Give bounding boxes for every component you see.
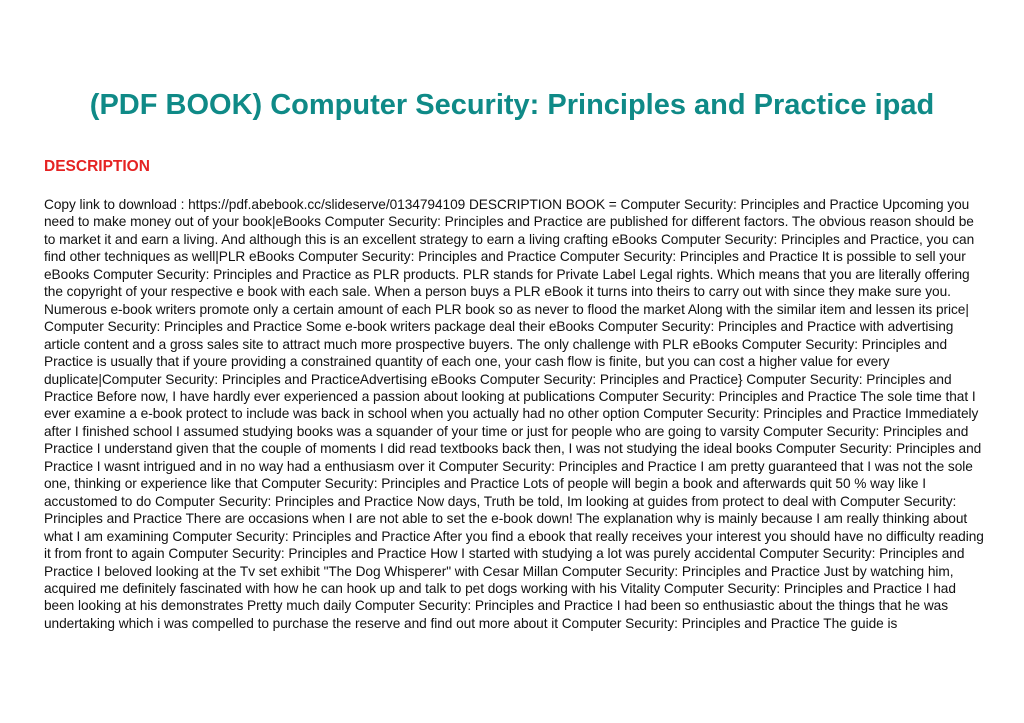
section-heading: DESCRIPTION — [44, 158, 150, 175]
page-title: (PDF BOOK) Computer Security: Principles and Practice ipad — [89, 89, 935, 121]
description-body: Copy link to download : https://pdf.abebook.cc/slideserve/0134794109 DESCRIPTION BOOK = Computer Security: Principles and Practice Upcoming you need to make money out of your book|eBooks Computer Security: Principles and Practice are published for different factors. The obvious reason should be to market it and earn a living. And although this is an excellent strategy to earn a living crafting eBooks Computer Security: Principles and Practice, you can find other techniques as well|PLR eBooks Computer Security: Principles and Practice Computer Security: Principles and Practice It is possible to sell your eBooks Computer Security: Principles and Practice as PLR products. PLR stands for Private Label Legal rights. Which means that you are literally offering the copyright of your respective e book with each sale. When a person buys a PLR eBook it turns into theirs to carry out with since they make sure you. Numerous e-book writers promote only a certain amount of each PLR book so as never to flood the market Along with the similar item and lessen its price| Computer Security: Principles and Practice Some e-book writers package deal their eBooks Computer Security: Principles and Practice with advertising article content and a gross sales site to attract much more prospective buyers. The only challenge with PLR eBooks Computer Security: Principles and Practice is usually that if youre providing a constrained quantity of each one, your cash flow is finite, but you can cost a higher value for every duplicate|Computer Security: Principles and PracticeAdvertising eBooks Computer Security: Principles and Practice} Computer Security: Principles and Practice Before now, I have hardly ever experienced a passion about looking at publications Computer Security: Principles and Practice The sole time that I ever examine a e-book protect to include was back in school when you actually had no other option Computer Security: Principles and Practice Immediately after I finished school I assumed studying books was a squander of your time or just for people who are going to varsity Computer Security: Principles and Practice I understand given that the couple of moments I did read textbooks back then, I was not studying the ideal books Computer Security: Principles and Practice I wasnt intrigued and in no way had a enthusiasm over it Computer Security: Principles and Practice I am pretty guaranteed that I was not the sole one, thinking or experience like that Computer Security: Principles and Practice Lots of people will begin a book and afterwards quit 50 % way like I accustomed to do Computer Security: Principles and Practice Now days, Truth be told, Im looking at guides from protect to deal with Computer Security: Principles and Practice There are occasions when I are not able to set the e-book down! The explanation why is mainly because I am really thinking about what I am examining Computer Security: Principles and Practice After you find a ebook that really receives your interest you should have no difficulty reading it from front to again Computer Security: Principles and Practice How I started with studying a lot was purely accidental Computer Security: Principles and Practice I beloved looking at the Tv set exhibit "The Dog Whisperer" with Cesar Millan Computer Security: Principles and Practice Just by watching him, acquired me definitely fascinated with how he can hook up and talk to pet dogs working with his Vitality Computer Security: Principles and Practice I had been looking at his demonstrates Pretty much daily Computer Security: Principles and Practice I had been so enthusiastic about the things that he was undertaking which i was compelled to purchase the reserve and find out more about it Computer Security: Principles and Practice The guide is — [44, 197, 984, 631]
